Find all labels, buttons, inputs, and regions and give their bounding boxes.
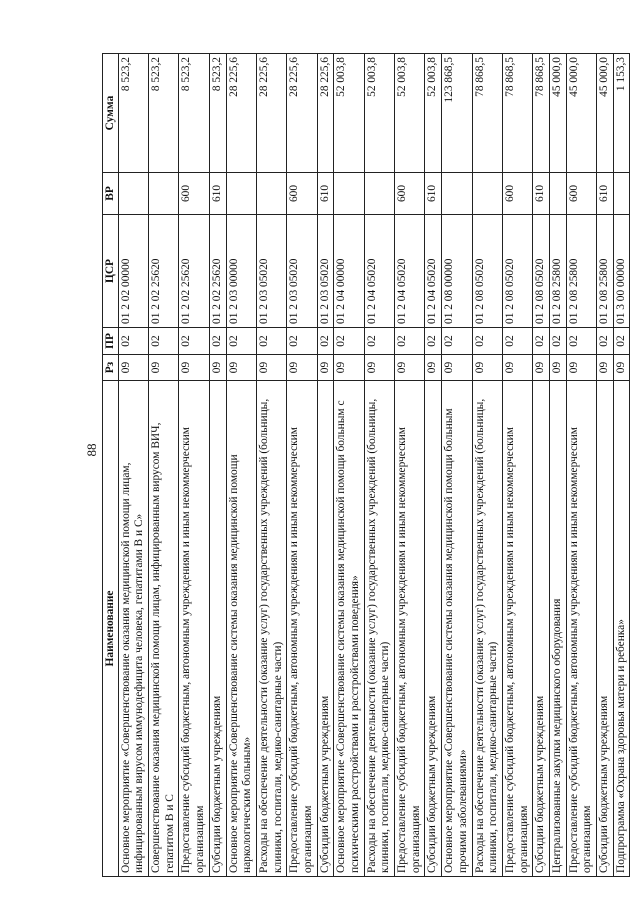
cell-rz: 09 (395, 355, 425, 381)
table-row (287, 54, 317, 877)
table-row (149, 54, 179, 877)
cell-vr: 600 (502, 173, 532, 215)
cell-name: Субсидии бюджетным учреждениям (533, 381, 550, 877)
cell-sum: 8 523,2 (149, 54, 179, 173)
table-row (334, 54, 364, 877)
table-row (472, 54, 502, 877)
cell-pr: 02 (209, 328, 226, 355)
cell-rz: 09 (597, 355, 614, 381)
cell-csr: 01 2 02 25620 (149, 215, 179, 328)
cell-name: Предоставление субсидий бюджетным, автономным учреждениям и иным некоммерческим организациям (566, 381, 596, 877)
table-row (566, 54, 596, 877)
cell-pr: 02 (597, 328, 614, 355)
cell-vr: 600 (566, 173, 596, 215)
cell-vr (149, 173, 179, 215)
cell-name: Совершенствование оказания медицинской помощи лицам, инфицированным вирусом ВИЧ, гепатитом В и С (149, 381, 179, 877)
cell-pr: 02 (179, 328, 209, 355)
cell-sum: 52 003,8 (364, 54, 394, 173)
cell-name: Основное мероприятие «Совершенствование системы оказания медицинской помощи больным прочими заболеваниями» (442, 381, 472, 877)
cell-pr: 02 (395, 328, 425, 355)
table-body (118, 54, 630, 877)
cell-csr: 01 2 08 00000 (442, 215, 472, 328)
header-rz: Рз (103, 355, 119, 381)
cell-vr (256, 173, 286, 215)
table-row (256, 54, 286, 877)
cell-sum: 78 868,5 (533, 54, 550, 173)
cell-sum: 52 003,8 (334, 54, 364, 173)
cell-rz: 09 (472, 355, 502, 381)
cell-sum: 45 000,0 (566, 54, 596, 173)
cell-name: Предоставление субсидий бюджетным, автономным учреждениям и иным некоммерческим организациям (502, 381, 532, 877)
cell-vr: 610 (317, 173, 334, 215)
cell-name: Предоставление субсидий бюджетным, автономным учреждениям и иным некоммерческим организациям (179, 381, 209, 877)
cell-csr: 01 2 04 05020 (395, 215, 425, 328)
cell-name: Предоставление субсидий бюджетным, автономным учреждениям и иным некоммерческим организациям (287, 381, 317, 877)
cell-sum: 28 225,6 (287, 54, 317, 173)
cell-name: Субсидии бюджетным учреждениям (209, 381, 226, 877)
cell-name: Расходы на обеспечение деятельности (оказание услуг) государственных учреждений (больницы, клиники, госпитали, медико-санитарные части) (256, 381, 286, 877)
cell-rz: 09 (364, 355, 394, 381)
table-row (317, 54, 334, 877)
cell-vr: 600 (179, 173, 209, 215)
cell-pr: 02 (425, 328, 442, 355)
header-row (103, 54, 119, 877)
cell-pr: 02 (549, 328, 566, 355)
cell-sum: 28 225,6 (317, 54, 334, 173)
cell-sum: 78 868,5 (502, 54, 532, 173)
cell-sum: 1 153,3 (613, 54, 630, 173)
cell-vr: 610 (425, 173, 442, 215)
cell-name: Основное мероприятие «Совершенствование системы оказания медицинской помощи наркологическим больным» (226, 381, 256, 877)
cell-rz: 09 (425, 355, 442, 381)
cell-pr: 02 (226, 328, 256, 355)
cell-name: Субсидии бюджетным учреждениям (425, 381, 442, 877)
cell-sum: 28 225,6 (256, 54, 286, 173)
cell-rz: 09 (209, 355, 226, 381)
table-row (209, 54, 226, 877)
header-pr: ПР (103, 328, 119, 355)
cell-csr: 01 2 04 05020 (364, 215, 394, 328)
cell-sum: 28 225,6 (226, 54, 256, 173)
cell-name: Субсидии бюджетным учреждениям (597, 381, 614, 877)
table-row (364, 54, 394, 877)
cell-rz: 09 (317, 355, 334, 381)
cell-vr: 600 (287, 173, 317, 215)
cell-sum: 8 523,2 (179, 54, 209, 173)
cell-csr: 01 2 02 00000 (118, 215, 148, 328)
cell-csr: 01 2 08 05020 (502, 215, 532, 328)
cell-rz: 09 (179, 355, 209, 381)
cell-rz: 09 (502, 355, 532, 381)
cell-rz: 09 (566, 355, 596, 381)
cell-pr: 02 (364, 328, 394, 355)
cell-csr: 01 2 03 00000 (226, 215, 256, 328)
cell-pr: 02 (256, 328, 286, 355)
cell-vr (334, 173, 364, 215)
cell-pr: 02 (533, 328, 550, 355)
cell-vr (118, 173, 148, 215)
table-row (425, 54, 442, 877)
cell-pr: 02 (287, 328, 317, 355)
cell-csr: 01 2 02 25620 (209, 215, 226, 328)
cell-csr: 01 2 03 05020 (256, 215, 286, 328)
cell-sum: 123 868,5 (442, 54, 472, 173)
cell-csr: 01 2 08 25800 (566, 215, 596, 328)
cell-pr: 02 (334, 328, 364, 355)
table-header (103, 54, 119, 877)
cell-rz: 09 (533, 355, 550, 381)
cell-sum: 45 000,0 (549, 54, 566, 173)
cell-name: Предоставление субсидий бюджетным, автономным учреждениям и иным некоммерческим организациям (395, 381, 425, 877)
cell-rz: 09 (334, 355, 364, 381)
cell-pr: 02 (317, 328, 334, 355)
cell-rz: 09 (613, 355, 630, 381)
cell-csr: 01 2 04 05020 (425, 215, 442, 328)
cell-sum: 52 003,8 (395, 54, 425, 173)
cell-vr (442, 173, 472, 215)
cell-csr: 01 2 02 25620 (179, 215, 209, 328)
cell-name: Основное мероприятие «Совершенствование системы оказания медицинской помощи больным с психическими расстройствами и расстройствами поведения» (334, 381, 364, 877)
cell-csr: 01 2 08 25800 (549, 215, 566, 328)
cell-rz: 09 (549, 355, 566, 381)
cell-sum: 78 868,5 (472, 54, 502, 173)
cell-rz: 09 (149, 355, 179, 381)
cell-sum: 52 003,8 (425, 54, 442, 173)
cell-vr (613, 173, 630, 215)
header-csr: ЦСР (103, 215, 119, 328)
cell-csr: 01 2 03 05020 (317, 215, 334, 328)
cell-rz: 09 (226, 355, 256, 381)
header-sum: Сумма (103, 54, 119, 173)
cell-vr: 610 (597, 173, 614, 215)
header-vr: ВР (103, 173, 119, 215)
cell-name: Субсидии бюджетным учреждениям (317, 381, 334, 877)
cell-vr (549, 173, 566, 215)
cell-pr: 02 (442, 328, 472, 355)
table-row (502, 54, 532, 877)
table-row (597, 54, 614, 877)
cell-csr: 01 2 08 25800 (597, 215, 614, 328)
cell-pr: 02 (566, 328, 596, 355)
cell-vr: 600 (395, 173, 425, 215)
table-row (226, 54, 256, 877)
cell-rz: 09 (256, 355, 286, 381)
cell-name: Расходы на обеспечение деятельности (оказание услуг) государственных учреждений (больницы, клиники, госпитали, медико-санитарные части) (472, 381, 502, 877)
cell-pr: 02 (149, 328, 179, 355)
cell-sum: 8 523,2 (118, 54, 148, 173)
cell-pr: 02 (118, 328, 148, 355)
cell-vr (364, 173, 394, 215)
cell-vr (472, 173, 502, 215)
cell-csr: 01 2 08 05020 (533, 215, 550, 328)
cell-vr: 610 (533, 173, 550, 215)
cell-csr: 01 2 08 05020 (472, 215, 502, 328)
page-number: 88 (84, 443, 99, 457)
cell-sum: 8 523,2 (209, 54, 226, 173)
cell-vr: 610 (209, 173, 226, 215)
table-row (613, 54, 630, 877)
table-row (549, 54, 566, 877)
cell-rz: 09 (118, 355, 148, 381)
table-row (395, 54, 425, 877)
cell-pr: 02 (613, 328, 630, 355)
cell-pr: 02 (472, 328, 502, 355)
cell-csr: 01 3 00 00000 (613, 215, 630, 328)
table-row (533, 54, 550, 877)
rotated-table-container (102, 54, 630, 877)
table-row (179, 54, 209, 877)
cell-pr: 02 (502, 328, 532, 355)
cell-rz: 09 (287, 355, 317, 381)
budget-table (102, 53, 630, 877)
cell-csr: 01 2 04 00000 (334, 215, 364, 328)
cell-name: Основное мероприятие «Совершенствование оказания медицинской помощи лицам, инфицированным вирусом иммунодефицита человека, гепатитами В и С» (118, 381, 148, 877)
cell-csr: 01 2 03 05020 (287, 215, 317, 328)
cell-name: Расходы на обеспечение деятельности (оказание услуг) государственных учреждений (больницы, клиники, госпитали, медико-санитарные части) (364, 381, 394, 877)
cell-rz: 09 (442, 355, 472, 381)
cell-name: Подпрограмма «Охрана здоровья матери и ребенка» (613, 381, 630, 877)
header-name: Наименование (103, 381, 119, 877)
cell-vr (226, 173, 256, 215)
table-row (442, 54, 472, 877)
cell-name: Централизованные закупки медицинского оборудования (549, 381, 566, 877)
cell-sum: 45 000,0 (597, 54, 614, 173)
table-row (118, 54, 148, 877)
